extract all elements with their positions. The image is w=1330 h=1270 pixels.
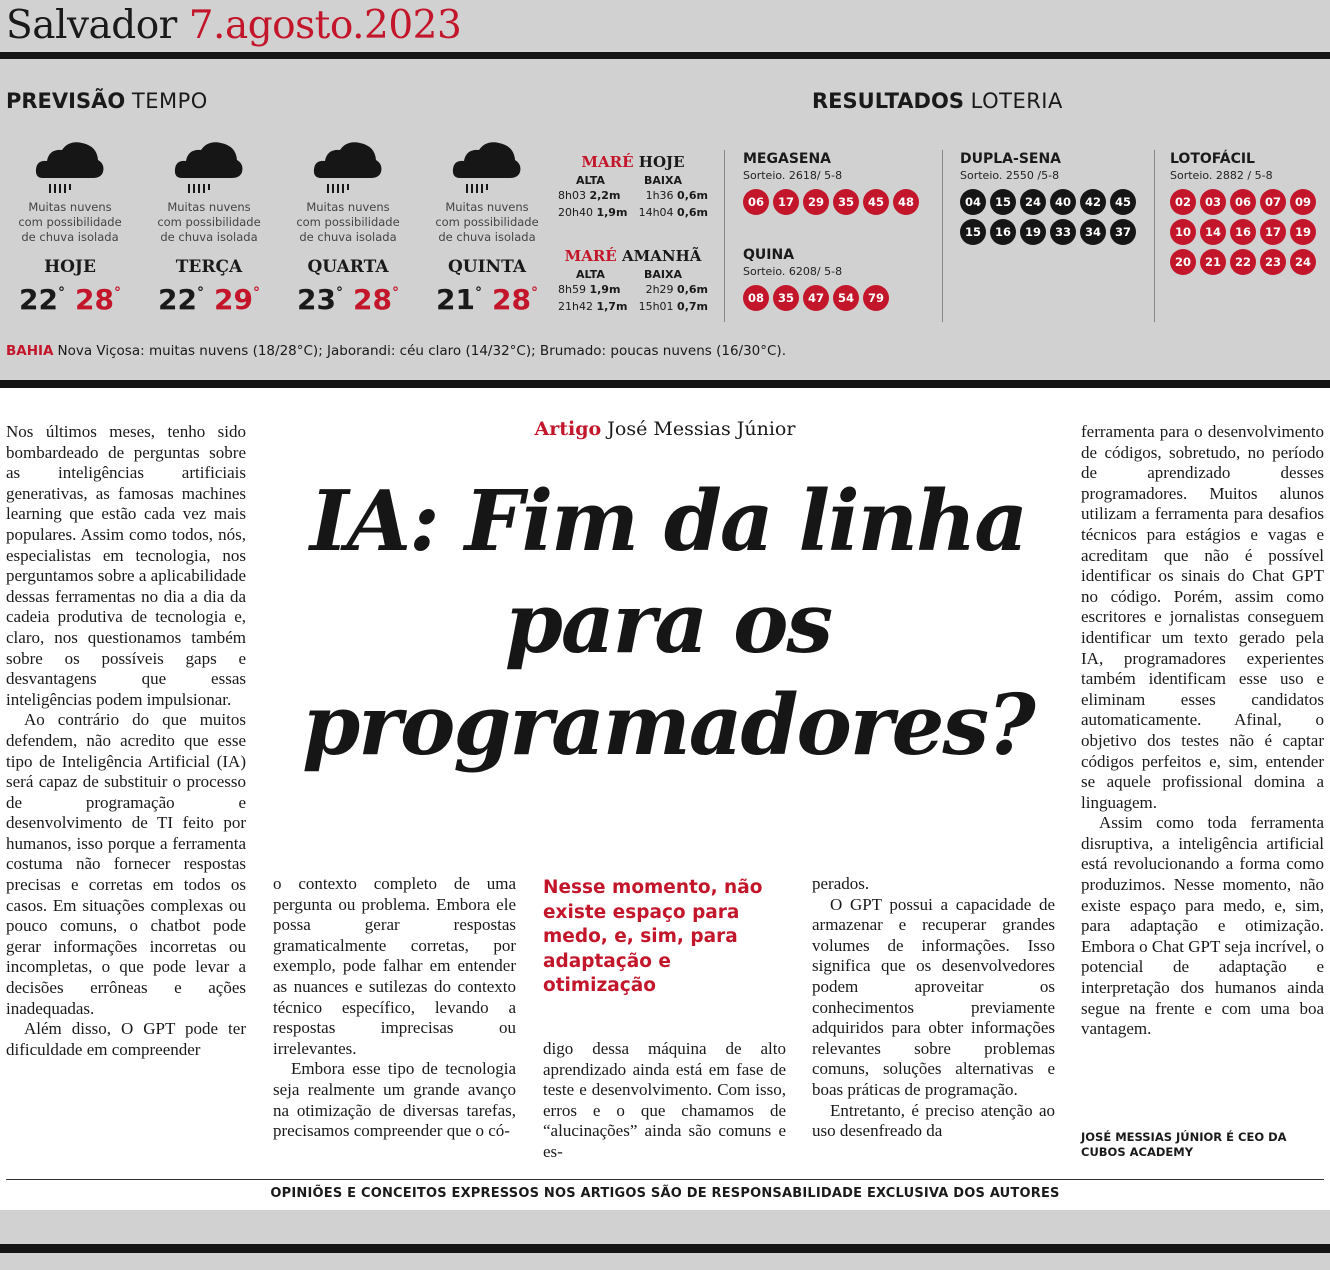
paragraph: digo dessa máquina de alto aprendizado ainda está em fase de teste e desenvolvimento. Com isso, erros e o que chamamos de “alucinações” ainda são comuns e es- [543, 1039, 786, 1161]
weather-description: Muitas nuvens com possibilidade de chuva isolada [296, 200, 400, 244]
temp-max: 28° [492, 283, 538, 316]
weather-day [145, 138, 273, 316]
rain-cloud-icon [313, 138, 383, 192]
tide-row: 8h03 2,2m 1h36 0,6m [558, 189, 708, 202]
temp-min: 22° [19, 283, 65, 316]
byline-author: José Messias Júnior [607, 418, 796, 440]
lottery-ball: 45 [1110, 189, 1136, 215]
temp-min: 23° [297, 283, 343, 316]
temp-max: 28° [353, 283, 399, 316]
rain-cloud-icon [35, 138, 105, 192]
lottery-ball: 33 [1050, 219, 1076, 245]
lottery-ball: 09 [1290, 189, 1316, 215]
lottery-ball: 21 [1200, 249, 1226, 275]
paragraph: Nos últimos meses, tenho sido bombardeado de perguntas sobre as inteligências artificiais generativas, as famosas machines learning que estão cada vez mais populares. Assim como todos, nós, especialistas em tecnologia, nos perguntamos sobre a aplicabilidade dessas ferramentas no dia a dia da cadeia produtiva de tecnologia e, claro, nos questionamos também sobre os possíveis gaps e desvantagens que essas inteligências podem impulsionar. [6, 422, 246, 709]
weather-description: Muitas nuvens com possibilidade de chuva isolada [435, 200, 539, 244]
lottery-ball: 20 [1170, 249, 1196, 275]
bottom-band [0, 1210, 1330, 1270]
weather-day-label: QUINTA [447, 257, 527, 277]
pull-quote: Nesse momento, não existe espaço para medo, e, sim, para adaptação e otimização [543, 877, 763, 996]
lottery-name: LOTOFÁCIL [1170, 151, 1255, 167]
lottery-ball: 24 [1290, 249, 1316, 275]
lottery-ball: 17 [773, 189, 799, 215]
lottery-ball: 29 [803, 189, 829, 215]
masthead-date: 7.agosto.2023 [188, 3, 462, 48]
lottery-name: QUINA [743, 247, 795, 263]
article-column-5 [1081, 422, 1324, 1040]
lottery-name: MEGASENA [743, 151, 832, 167]
paragraph: Assim como toda ferramenta disruptiva, a inteligência artificial está revolucionando a forma como produzimos. Nesse momento, não existe espaço para medo, e, sim, para adaptação e otimização. Embora o Chat GPT seja incrível, o potencial de adaptação e interpretação dos humanos ainda segue na frente e com uma boa vantagem. [1081, 813, 1324, 1039]
temp-max: 28° [75, 283, 121, 316]
temp-min: 21° [436, 283, 482, 316]
bahia-label: BAHIA [6, 343, 54, 359]
lottery-ball: 48 [893, 189, 919, 215]
lottery-megasena [743, 150, 933, 215]
lottery-ball: 03 [1200, 189, 1226, 215]
lottery-ball: 16 [1230, 219, 1256, 245]
lottery-ball: 15 [960, 219, 986, 245]
article-headline: IA: Fim da linha para os programadores? [302, 472, 1034, 774]
byline-label: Artigo [534, 418, 602, 440]
lottery-ball: 04 [960, 189, 986, 215]
lottery-ball: 14 [1200, 219, 1226, 245]
weather-title-bold: PREVISÃO [6, 89, 126, 113]
rain-cloud-icon [452, 138, 522, 192]
top-rule [0, 52, 1330, 59]
paragraph: o contexto completo de uma pergunta ou problema. Embora ele possa gerar respostas gramaticalmente corretas, por exemplo, pode falhar em entender as nuances e sutilezas do contexto técnico específico, levando a respostas imprecisas ou irrelevantes. [273, 874, 516, 1058]
lottery-numbers [1170, 189, 1326, 275]
lottery-numbers [743, 285, 933, 311]
lottery-ball: 10 [1170, 219, 1196, 245]
lottery-title-bold: RESULTADOS [812, 89, 964, 113]
tide-row: 8h59 1,9m 2h29 0,6m [558, 283, 708, 296]
lottery-ball: 79 [863, 285, 889, 311]
lottery-ball: 07 [1260, 189, 1286, 215]
lottery-numbers [743, 189, 933, 215]
lottery-ball: 17 [1260, 219, 1286, 245]
tide-high-label: ALTA [576, 268, 605, 281]
article-column-1 [6, 422, 246, 1060]
lottery-ball: 54 [833, 285, 859, 311]
tide-low-label: BAIXA [644, 174, 682, 187]
weather-day [423, 138, 551, 316]
article-column-3 [543, 1039, 786, 1163]
tide-low-label: BAIXA [644, 268, 682, 281]
weather-title-light: TEMPO [131, 89, 208, 113]
paragraph: O GPT possui a capacidade de armazenar e recuperar grandes volumes de informações. Isso significa que os desenvolvedores podem aproveitar os conhecimentos previamente adquiridos para obter informações relevantes sobre problemas comuns, soluções alternativas e boas práticas de programação. [812, 894, 1055, 1099]
divider [1154, 150, 1155, 322]
lottery-ball: 37 [1110, 219, 1136, 245]
weather-temps [284, 277, 412, 316]
lottery-ball: 19 [1020, 219, 1046, 245]
lottery-draw: Sorteio. 2618/ 5-8 [743, 169, 843, 182]
lottery-title [812, 88, 1063, 114]
weather-day [284, 138, 412, 316]
lottery-ball: 47 [803, 285, 829, 311]
author-note: JOSÉ MESSIAS JÚNIOR É CEO DA CUBOS ACADEMY [1081, 1130, 1287, 1159]
lottery-ball: 42 [1080, 189, 1106, 215]
rain-cloud-icon [174, 138, 244, 192]
weather-title [6, 88, 208, 114]
weather-description: Muitas nuvens com possibilidade de chuva isolada [18, 200, 122, 244]
lottery-ball: 23 [1260, 249, 1286, 275]
tide-tomorrow-title: MARÉ AMANHÃ [564, 247, 702, 265]
paragraph: perados. [812, 874, 870, 893]
divider [724, 150, 725, 322]
lottery-ball: 35 [833, 189, 859, 215]
bottom-rule [0, 1244, 1330, 1253]
tide-tomorrow [558, 246, 708, 315]
masthead-city: Salvador [6, 3, 177, 48]
lottery-ball: 24 [1020, 189, 1046, 215]
paragraph: Ao contrário do que muitos defendem, não acredito que esse tipo de Inteligência Artificial (IA) será capaz de substituir o processo de programação e desenvolvimento de TI feito por humanos, isso porque a ferramenta costuma não fornecer respostas precisas e corretas em todos os casos. Em situações complexas ou pouco comuns, o chatbot pode gerar informações incorretas ou incompletas, o que pode levar a decisões errôneas e ações inadequadas. [6, 710, 246, 1018]
divider [942, 150, 943, 322]
paragraph: Entretanto, é preciso atenção ao uso desenfreado da [812, 1100, 1055, 1141]
article-column-4 [812, 874, 1055, 1142]
lottery-ball: 40 [1050, 189, 1076, 215]
section-rule [0, 380, 1330, 388]
article-byline [520, 418, 810, 440]
weather-description: Muitas nuvens com possibilidade de chuva isolada [157, 200, 261, 244]
lottery-lotofacil [1170, 150, 1326, 275]
tide-today-title: MARÉ HOJE [581, 153, 685, 171]
bahia-forecast [6, 343, 786, 359]
paragraph: Embora esse tipo de tecnologia seja realmente um grande avanço na otimização de diversas tarefas, precisamos compreender que o có- [273, 1059, 516, 1141]
weather-temps [423, 277, 551, 316]
disclaimer: OPINIÕES E CONCEITOS EXPRESSOS NOS ARTIGOS SÃO DE RESPONSABILIDADE EXCLUSIVA DOS AUTORES [270, 1186, 1060, 1201]
weather-day-label: TERÇA [175, 257, 243, 277]
paragraph: Além disso, O GPT pode ter dificuldade em compreender [6, 1019, 246, 1059]
tide-row: 21h42 1,7m 15h01 0,7m [558, 300, 708, 313]
lottery-ball: 22 [1230, 249, 1256, 275]
article-column-2 [273, 874, 516, 1142]
lottery-ball: 06 [743, 189, 769, 215]
lottery-draw: Sorteio. 6208/ 5-8 [743, 265, 843, 278]
tide-row: 20h40 1,9m 14h04 0,6m [558, 206, 708, 219]
lottery-numbers [960, 189, 1146, 245]
temp-min: 22° [158, 283, 204, 316]
lottery-ball: 45 [863, 189, 889, 215]
lottery-duplasena [960, 150, 1146, 245]
temp-max: 29° [214, 283, 260, 316]
lottery-ball: 16 [990, 219, 1016, 245]
lottery-ball: 02 [1170, 189, 1196, 215]
weather-day-label: HOJE [44, 257, 96, 277]
tide-today [558, 152, 708, 221]
lottery-ball: 15 [990, 189, 1016, 215]
paragraph: ferramenta para o desenvolvimento de códigos, sobretudo, no período de aprendizado desses programadores. Muitos alunos utilizam a ferramenta para desafios técnicos para estágios e vagas e acreditam que não é possível identificar os sinais do Chat GPT no código. Porém, assim como escritores e jornalistas conseguem identificar um texto gerado pela IA, programadores experientes também identificam esse uso e eliminam esses candidatos automaticamente. Afinal, o objetivo dos testes não é captar códigos perfeitos e, sim, entender se aquele profissional domina a linguagem. [1081, 422, 1324, 812]
lottery-ball: 34 [1080, 219, 1106, 245]
bahia-text: Nova Viçosa: muitas nuvens (18/28°C); Jaborandi: céu claro (14/32°C); Brumado: poucas nuvens (16/30°C). [57, 343, 786, 359]
masthead [6, 2, 461, 50]
footer-rule [6, 1179, 1324, 1180]
weather-day-label: QUARTA [307, 257, 389, 277]
weather-temps [145, 277, 273, 316]
lottery-ball: 35 [773, 285, 799, 311]
tide-high-label: ALTA [576, 174, 605, 187]
lottery-title-light: LOTERIA [970, 89, 1063, 113]
weather-day [6, 138, 134, 316]
lottery-name: DUPLA-SENA [960, 151, 1062, 167]
lottery-ball: 19 [1290, 219, 1316, 245]
lottery-draw: Sorteio. 2550 /5-8 [960, 169, 1060, 182]
lottery-ball: 06 [1230, 189, 1256, 215]
lottery-quina [743, 246, 933, 311]
lottery-draw: Sorteio. 2882 / 5-8 [1170, 169, 1273, 182]
weather-temps [6, 277, 134, 316]
lottery-ball: 08 [743, 285, 769, 311]
